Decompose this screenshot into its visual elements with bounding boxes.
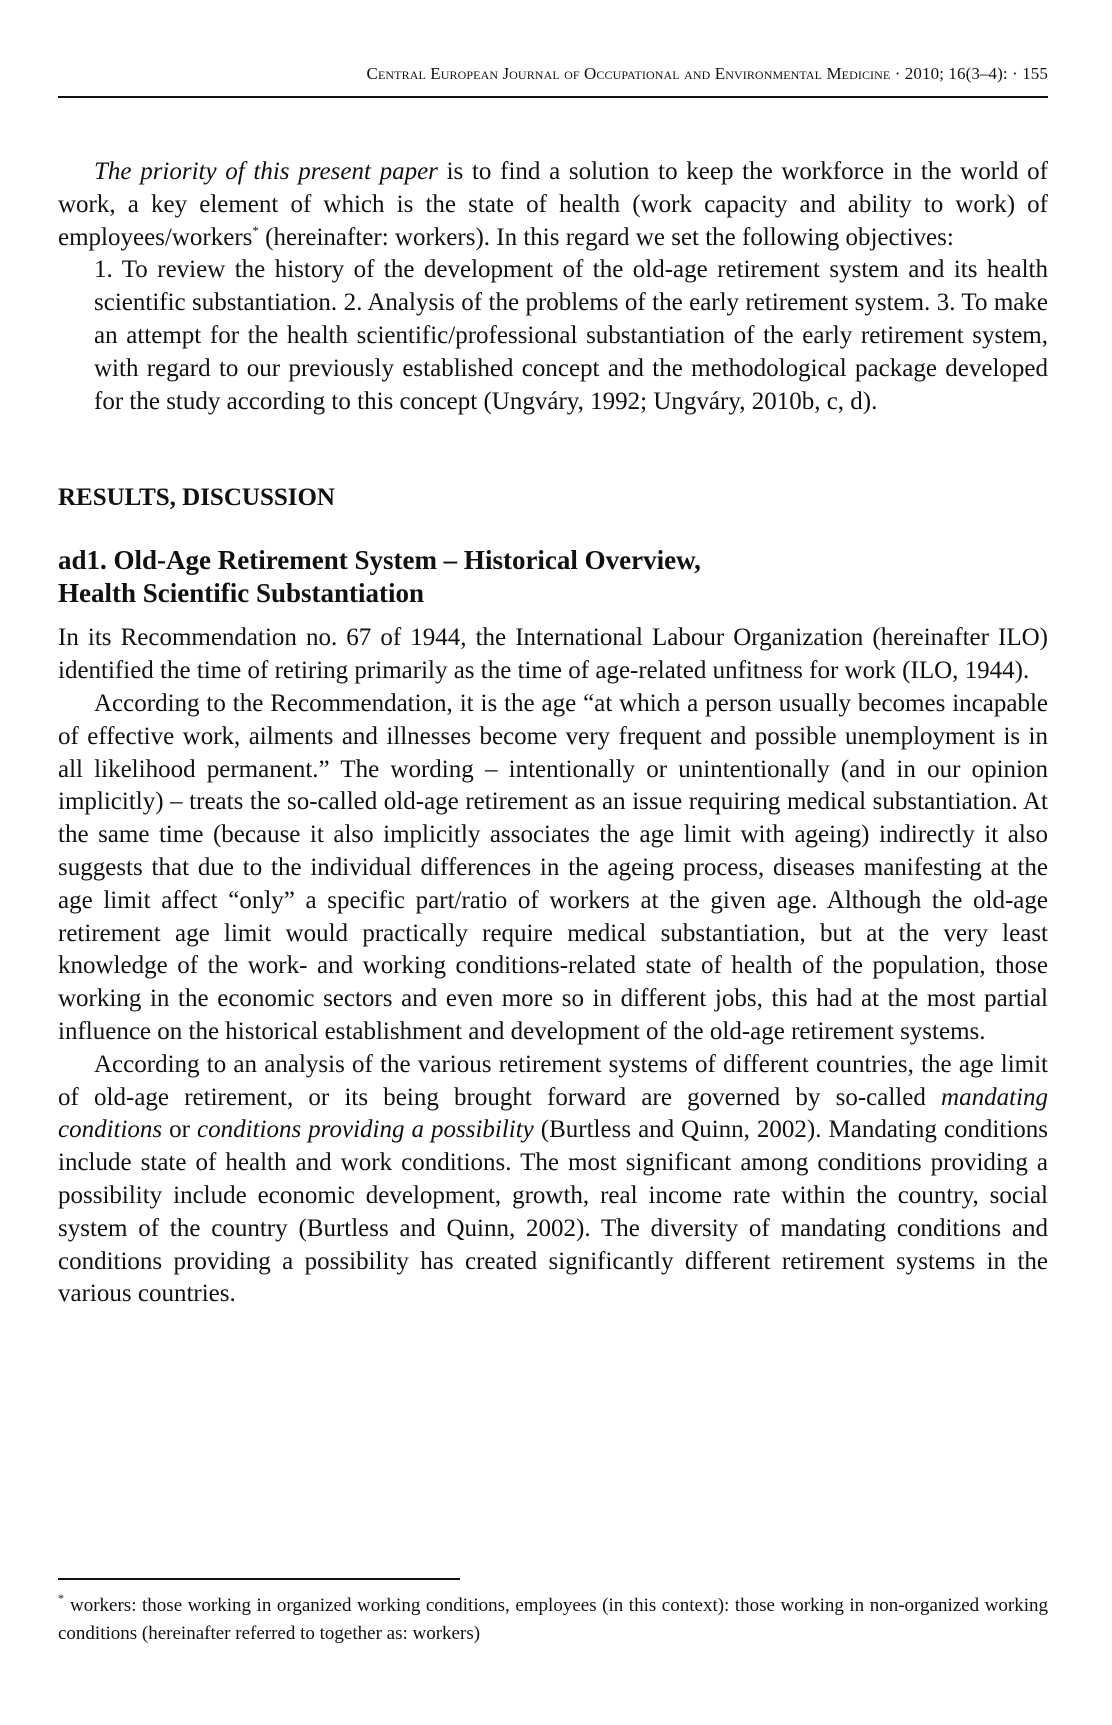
subsection-heading: [58, 544, 1048, 610]
footnote-mark: *: [58, 1591, 64, 1605]
footnote: [58, 1592, 1048, 1648]
footnote-reference-mark: *: [252, 222, 259, 238]
body-paragraph-1: In its Recommendation no. 67 of 1944, the International Labour Organization (hereinafter ILO) identified the time of retiring primarily as the time of age-related unfitness for work (ILO, 1944).: [58, 624, 1048, 685]
body-paragraph-3-text-c: (Burtless and Quinn, 2002). Mandating conditions include state of health and work conditions. The most significant among conditions providing a possibility include economic development, growth, real income rate within the country, social system of the country (Burtless and Quinn, 2002). The diversity of mandating conditions and conditions providing a possibility has created significantly different retirement systems in the various countries.: [58, 1116, 1048, 1308]
section-heading: RESULTS, DISCUSSION: [58, 484, 335, 512]
mandating-conditions-term: mandating conditions: [58, 1083, 1048, 1144]
conditions-possibility-term: conditions providing a possibility: [197, 1116, 534, 1144]
subsection-heading-line2: Health Scientific Substantiation: [58, 578, 425, 609]
header-rule: [58, 96, 1048, 98]
objectives-paragraph: 1. To review the history of the development of the old-age retirement system and its health scientific substantiation. 2. Analysis of the problems of the early retirement system. 3. To make an attempt for the health scientific/professional substantiation of the early retirement system, with regard to our previously established concept and the methodological package developed for the study according to this concept (Ungváry, 1992; Ungváry, 2010b, c, d).: [94, 256, 1048, 415]
intro-paragraph: [58, 156, 1048, 254]
body-paragraph-3: [58, 1049, 1048, 1311]
intro-emphasis: The priority of this present paper: [94, 158, 438, 185]
body-paragraph-3-text-a: According to an analysis of the various retirement systems of different countries, the age limit of old-age retirement, or its being brought forward are governed by so-called: [58, 1050, 1048, 1111]
intro-text-b: (hereinafter: workers). In this regard we set the following objectives:: [258, 223, 954, 251]
body-paragraph-2: According to the Recommendation, it is the age “at which a person usually becomes incapable of effective work, ailments and illnesses become very frequent and possible unemployment is in all likelihood permanent.” The wording – intentionally or unintentionally (and in our opinion implicitly) – treats the so-called old-age retirement as an issue requiring medical substantiation. At the same time (because it also implicitly associates the age limit with ageing) indirectly it also suggests that due to the individual differences in the ageing process, diseases manifesting at the age limit affect “only” a specific part/ratio of workers at the given age. Although the old-age retirement age limit would practically require medical substantiation, but at the very least knowledge of the work- and working conditions-related state of health of the population, those working in the economic sectors and even more so in different jobs, this had at the most partial influence on the historical establishment and development of the old-age retirement systems.: [58, 689, 1048, 1045]
running-header: Central European Journal of Occupational and Environmental Medicine · 2010; 16(3–4): · 155: [366, 64, 1048, 83]
page-content: [58, 156, 1048, 1311]
subsection-heading-line1: ad1. Old-Age Retirement System – Historical Overview,: [58, 545, 701, 576]
intro-text-a: is to find a solution to keep the workforce in the world of work, a key element of which is the state of health (work capacity and ability to work) of employees/workers: [58, 158, 1048, 251]
footnote-rule: [58, 1578, 460, 1580]
footnote-text: workers: those working in organized working conditions, employees (in this context): those working in non-organized working conditions (hereinafter referred to together as: workers): [58, 1595, 1048, 1644]
body-paragraph-3-text-b: or: [162, 1116, 198, 1144]
